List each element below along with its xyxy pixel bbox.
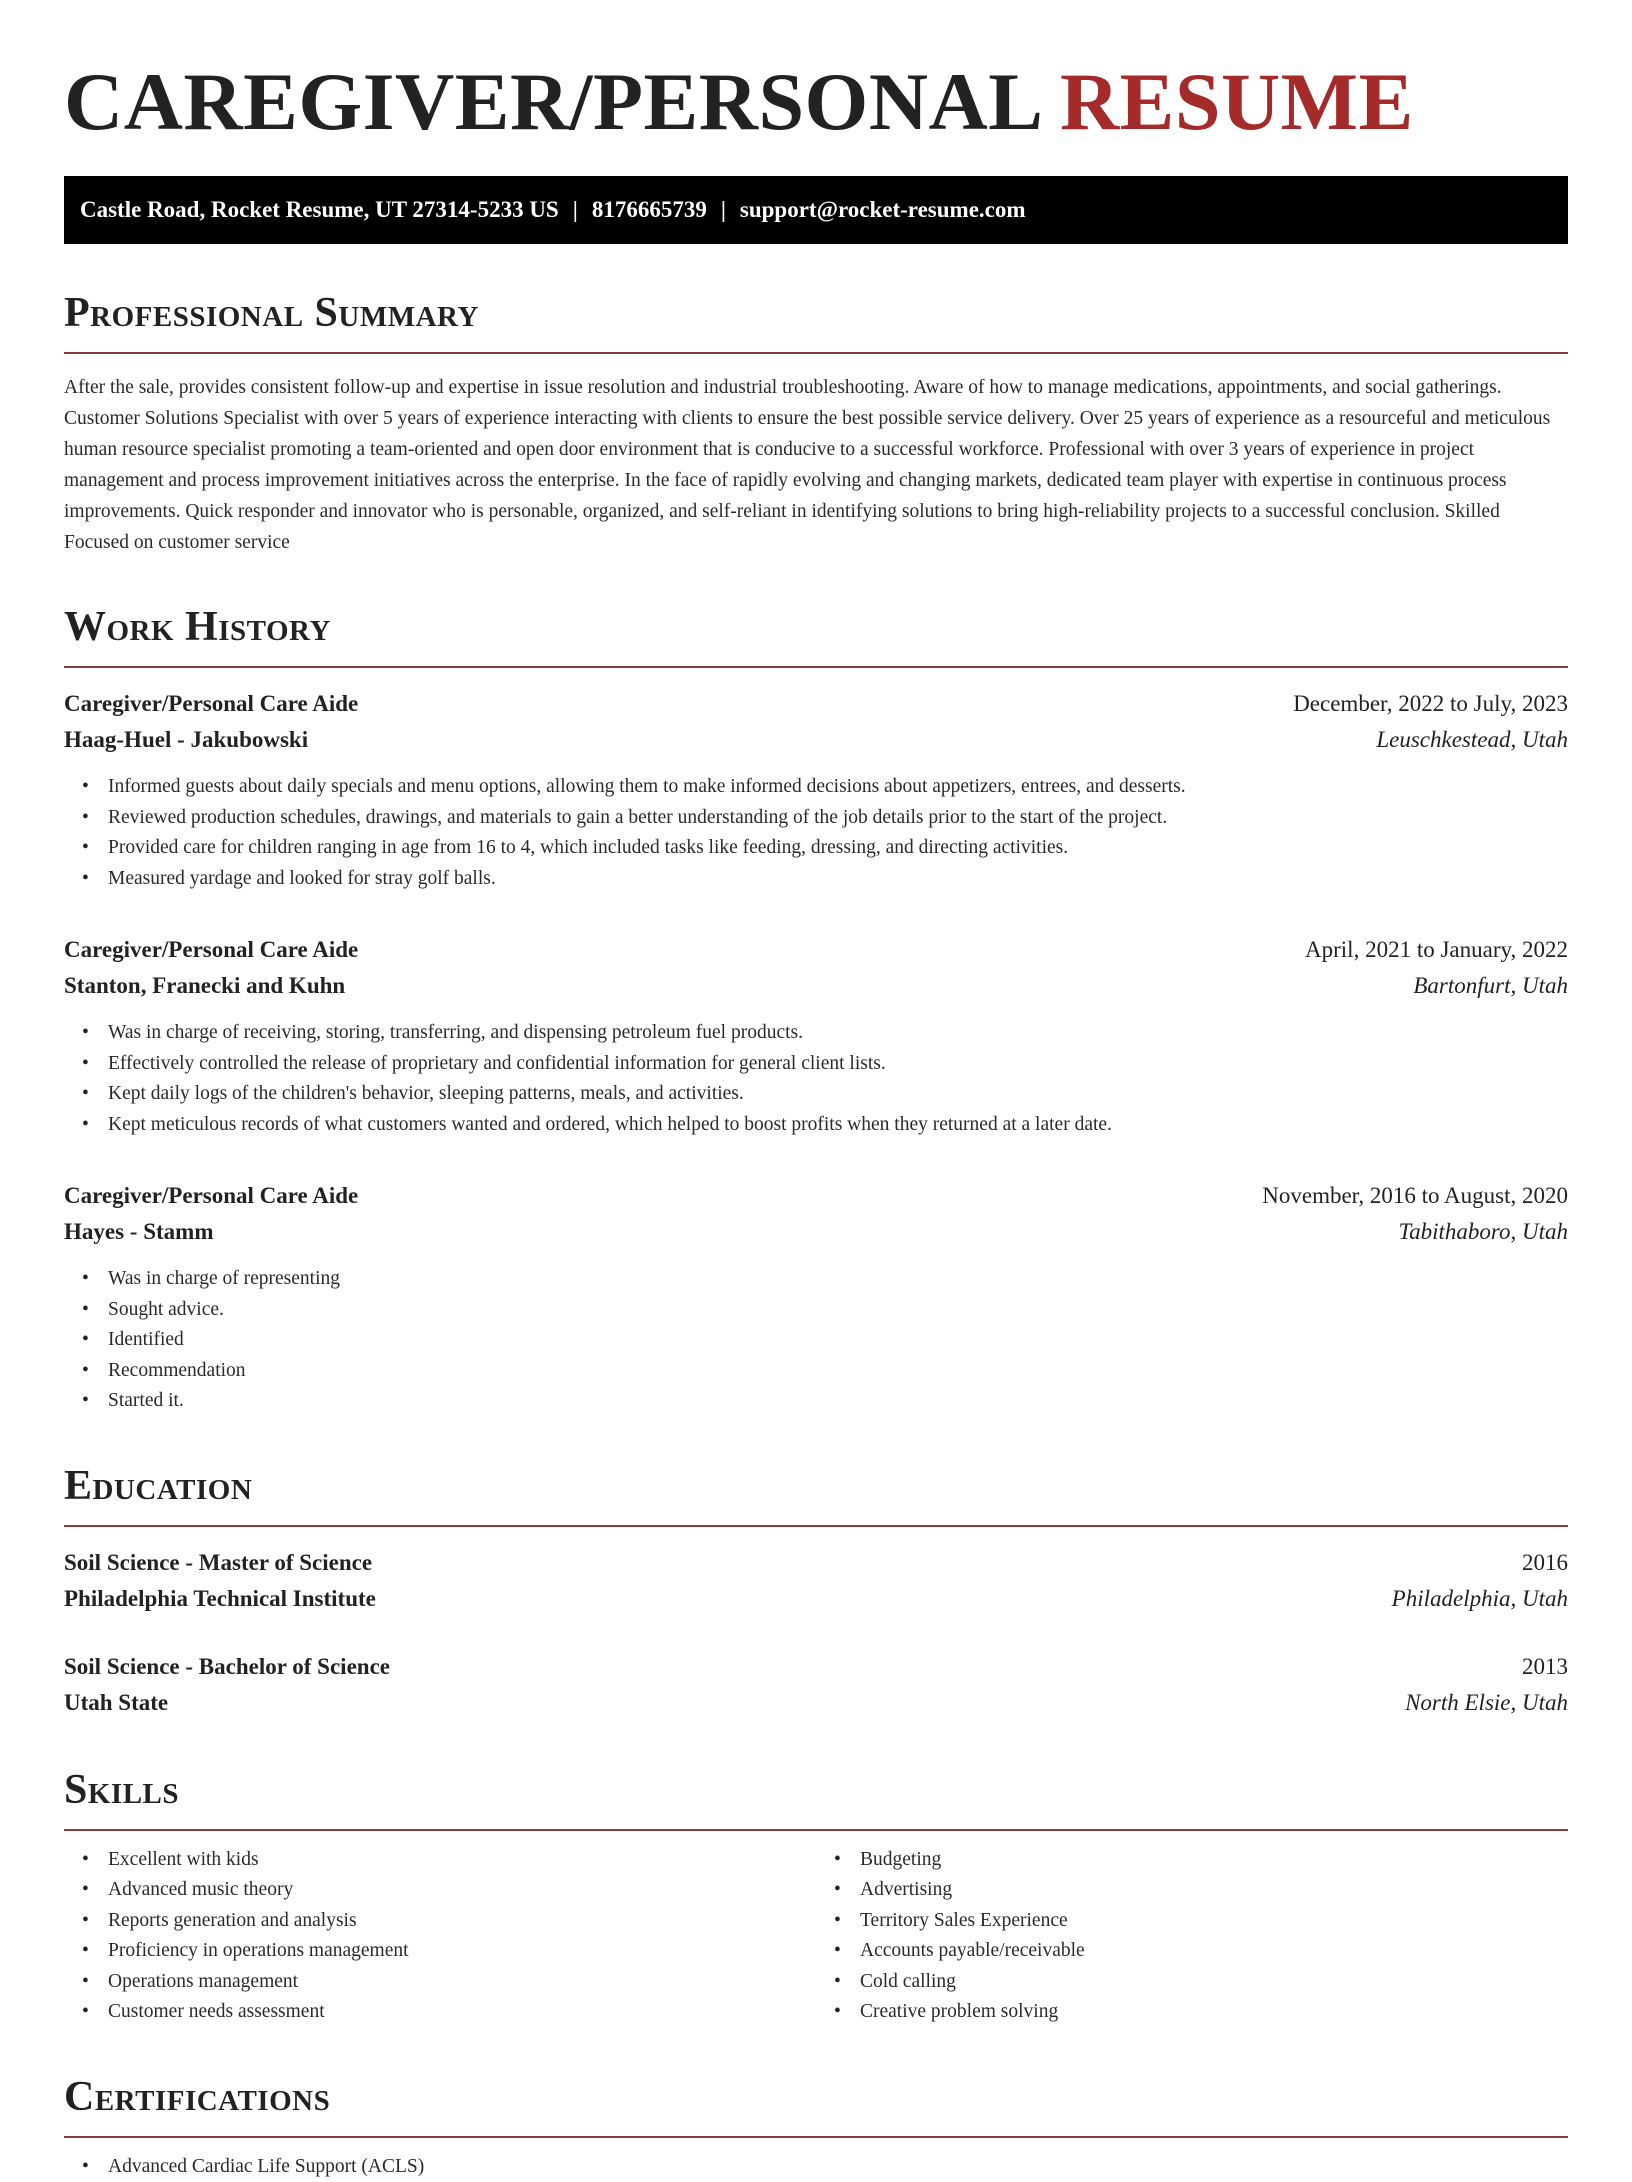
education-section [64, 1461, 1568, 1721]
skill-item: • Advertising [860, 1875, 1568, 1906]
job-dates: November, 2016 to August, 2020 [1262, 1178, 1568, 1214]
job-duties [64, 772, 1568, 894]
section-divider [64, 2136, 1568, 2138]
summary-text: After the sale, provides consistent follow-up and expertise in issue resolution and industrial troubleshooting. Aware of how to manage medications, appointments, and social gatherings. Customer Solutions Specialist with over 5 years of experience interacting with clients to ensure the best possible service delivery. Over 25 years of experience as a resourceful and meticulous human resource specialist promoting a team-oriented and open door environment that is conducive to a successful workforce. Professional with over 3 years of experience in project management and process improvement initiatives across the enterprise. In the face of rapidly evolving and changing markets, dedicated team player with expertise in continuous process improvements. Quick responder and innovator who is personable, organized, and self-reliant in identifying solutions to bring high-reliability projects to a successful conclusion. Skilled Focused on customer service [64, 372, 1568, 558]
education-school: Philadelphia Technical Institute [64, 1581, 376, 1617]
section-divider [64, 666, 1568, 668]
job-duty: • Was in charge of representing [108, 1264, 1568, 1295]
skill-item: • Reports generation and analysis [108, 1906, 816, 1937]
job-header-row [64, 686, 1568, 722]
contact-separator: | [721, 197, 726, 222]
job-duty: • Started it. [108, 1386, 1568, 1417]
job-title: Caregiver/Personal Care Aide [64, 932, 358, 968]
skill-item: • Accounts payable/receivable [860, 1936, 1568, 1967]
job-duty: • Effectively controlled the release of proprietary and confidential information for general client lists. [108, 1049, 1568, 1080]
job-duty: • Identified [108, 1325, 1568, 1356]
education-degree: Soil Science - Bachelor of Science [64, 1649, 390, 1685]
job-dates: April, 2021 to January, 2022 [1305, 932, 1568, 968]
job-duty: • Was in charge of receiving, storing, transferring, and dispensing petroleum fuel products. [108, 1018, 1568, 1049]
skill-item: • Proficiency in operations management [108, 1936, 816, 1967]
job-location: Leuschkestead, Utah [1376, 722, 1568, 758]
job-company: Hayes - Stamm [64, 1214, 213, 1250]
certifications-list [64, 2152, 1568, 2182]
job-company: Haag-Huel - Jakubowski [64, 722, 308, 758]
education-school-row [64, 1685, 1568, 1721]
skill-item: • Creative problem solving [860, 1997, 1568, 2028]
skills-grid [64, 1845, 1568, 2028]
job-duty: • Reviewed production schedules, drawings, and materials to gain a better understanding of the job details prior to the start of the project. [108, 803, 1568, 834]
education-school-row [64, 1581, 1568, 1617]
job-entry [64, 686, 1568, 894]
job-title: Caregiver/Personal Care Aide [64, 1178, 358, 1214]
skills-heading: Skills [64, 1765, 1568, 1815]
contact-separator: | [573, 197, 578, 222]
education-heading: Education [64, 1461, 1568, 1511]
skills-right-column [816, 1845, 1568, 2028]
job-title: Caregiver/Personal Care Aide [64, 686, 358, 722]
education-degree: Soil Science - Master of Science [64, 1545, 372, 1581]
education-location: North Elsie, Utah [1405, 1685, 1568, 1721]
section-divider [64, 1829, 1568, 1831]
job-dates: December, 2022 to July, 2023 [1293, 686, 1568, 722]
job-company-row [64, 722, 1568, 758]
education-year: 2016 [1522, 1545, 1568, 1581]
skills-section [64, 1765, 1568, 2028]
job-duty: • Sought advice. [108, 1295, 1568, 1326]
skill-item: • Excellent with kids [108, 1845, 816, 1876]
section-divider [64, 352, 1568, 354]
job-duty: • Recommendation [108, 1356, 1568, 1387]
skill-item: • Customer needs assessment [108, 1997, 816, 2028]
skill-item: • Budgeting [860, 1845, 1568, 1876]
job-duties [64, 1018, 1568, 1140]
skill-item: • Advanced music theory [108, 1875, 816, 1906]
job-duty: • Kept daily logs of the children's behavior, sleeping patterns, meals, and activities. [108, 1079, 1568, 1110]
certification-item: • Advanced Cardiac Life Support (ACLS) [108, 2152, 1568, 2182]
certifications-section [64, 2072, 1568, 2182]
job-duty: • Provided care for children ranging in age from 16 to 4, which included tasks like feeding, dressing, and directing activities. [108, 833, 1568, 864]
skill-item: • Cold calling [860, 1967, 1568, 1998]
contact-bar [64, 176, 1568, 244]
skill-item: • Territory Sales Experience [860, 1906, 1568, 1937]
job-duty: • Kept meticulous records of what customers wanted and ordered, which helped to boost profits when they returned at a later date. [108, 1110, 1568, 1141]
job-header-row [64, 1178, 1568, 1214]
job-location: Bartonfurt, Utah [1413, 968, 1568, 1004]
skill-item: • Operations management [108, 1967, 816, 1998]
contact-phone: 8176665739 [592, 197, 707, 222]
job-company-row [64, 968, 1568, 1004]
education-entry [64, 1545, 1568, 1617]
summary-section [64, 288, 1568, 558]
job-entry [64, 932, 1568, 1140]
education-degree-row [64, 1545, 1568, 1581]
resume-page [64, 52, 1568, 2182]
work-history-heading: Work History [64, 602, 1568, 652]
certifications-heading: Certifications [64, 2072, 1568, 2122]
title-accent: RESUME [1060, 56, 1414, 147]
skills-left-column [64, 1845, 816, 2028]
contact-email: support@rocket-resume.com [740, 197, 1026, 222]
job-duty: • Measured yardage and looked for stray golf balls. [108, 864, 1568, 895]
section-divider [64, 1525, 1568, 1527]
summary-heading: Professional Summary [64, 288, 1568, 338]
education-degree-row [64, 1649, 1568, 1685]
job-duty: • Informed guests about daily specials and menu options, allowing them to make informed decisions about appetizers, entrees, and desserts. [108, 772, 1568, 803]
education-year: 2013 [1522, 1649, 1568, 1685]
work-history-section [64, 602, 1568, 1417]
contact-address: Castle Road, Rocket Resume, UT 27314-5233 US [80, 197, 559, 222]
job-duties [64, 1264, 1568, 1417]
job-company: Stanton, Franecki and Kuhn [64, 968, 345, 1004]
job-entry [64, 1178, 1568, 1417]
job-header-row [64, 932, 1568, 968]
job-company-row [64, 1214, 1568, 1250]
job-location: Tabithaboro, Utah [1398, 1214, 1568, 1250]
education-location: Philadelphia, Utah [1392, 1581, 1568, 1617]
education-school: Utah State [64, 1685, 168, 1721]
resume-title [64, 52, 1568, 152]
title-main: CAREGIVER/PERSONAL [64, 56, 1039, 147]
education-entry [64, 1649, 1568, 1721]
